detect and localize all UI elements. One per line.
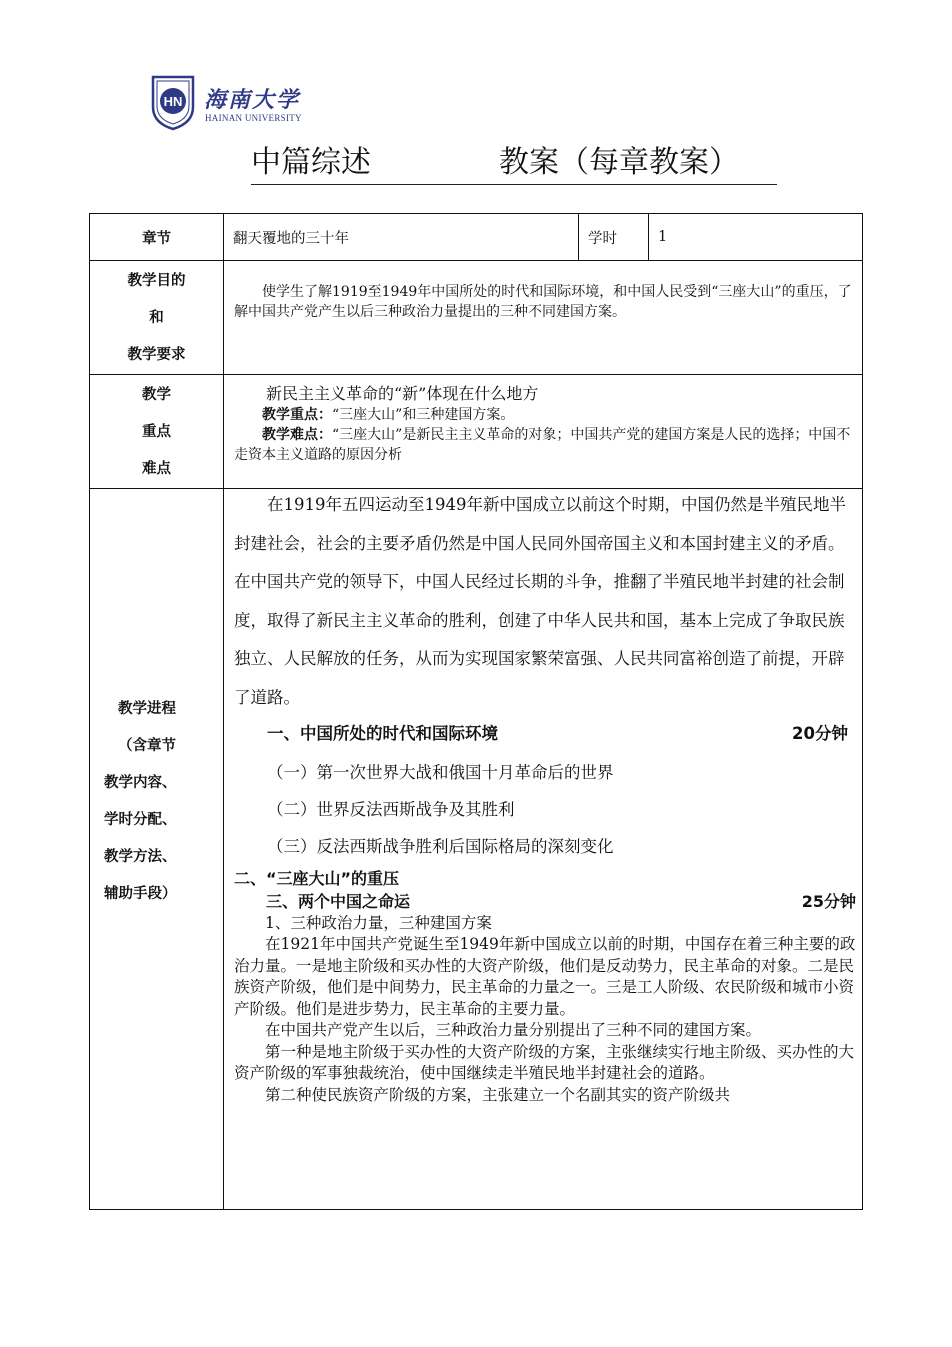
svg-text:HN: HN: [163, 94, 183, 109]
section3-heading: [234, 891, 856, 913]
chapter-value: 翻天覆地的三十年: [224, 214, 579, 261]
section3-title: 三、两个中国之命运: [266, 891, 411, 911]
process-label-line6: 辅助手段）: [104, 885, 177, 902]
chapter-label: 章节: [90, 214, 224, 261]
key-points-key: [234, 405, 856, 425]
section3-time: 25分钟: [801, 891, 856, 911]
objectives-label-line3: 教学要求: [127, 347, 186, 363]
objectives-label-line2: 和: [149, 310, 164, 326]
paragraph2: 在中国共产党产生以后，三种政治力量分别提出了三种不同的建国方案。: [265, 1021, 762, 1039]
title-part2: 教案（每章教案）: [499, 145, 739, 180]
objectives-row: [90, 261, 863, 375]
hours-value: 1: [649, 214, 863, 261]
subsection1: （一）第一次世界大战和俄国十月革命后的世界: [267, 762, 614, 782]
section2-title: 二、“三座大山”的重压: [234, 868, 400, 888]
title-part1: 中篇综述: [251, 145, 371, 180]
section1-heading: [234, 715, 856, 754]
key-points-label-line2: 重点: [142, 424, 171, 440]
process-label-line5: 教学方法、: [104, 848, 177, 865]
process-label-line2: （含章节: [118, 737, 176, 754]
key-points-label-line3: 难点: [142, 461, 171, 477]
key-points-key-text: “三座大山”和三种建国方案。: [332, 407, 515, 423]
page-title: [251, 142, 777, 185]
university-logo: [149, 73, 319, 133]
subsection3: （三）反法西斯战争胜利后国际格局的深刻变化: [267, 836, 614, 856]
process-intro: 在1919年五四运动至1949年新中国成立以前这个时期，中国仍然是半殖民地半封建社会，社会的主要矛盾仍然是中国人民同外国帝国主义和本国封建主义的矛盾。在中国共产党的领导下，中国人民经过长期的斗争，推翻了半殖民地半封建的社会制度，取得了新民主主义革命的胜利，创建了中华人民共和国，基本上完成了争取民族独立、人民解放的任务，从而为实现国家繁荣富强、人民共同富裕创造了前提，开辟了道路。: [234, 495, 846, 707]
objectives-text: 使学生了解1919至1949年中国所处的时代和国际环境，和中国人民受到“三座大山”的重压，了解中国共产党产生以后三种政治力量提出的三种不同建国方案。: [234, 284, 852, 320]
key-points-content: [224, 375, 863, 489]
logo-chinese-name: 海南大学: [204, 87, 301, 113]
objectives-label: [90, 261, 224, 375]
key-points-question: 新民主主义革命的“新”体现在什么地方: [266, 384, 539, 403]
objectives-label-line1: 教学目的: [127, 273, 186, 289]
key-points-label: [90, 375, 224, 489]
key-points-key-label: 教学重点：: [262, 407, 332, 423]
university-seal-icon: [149, 73, 197, 131]
process-content: [224, 489, 863, 1210]
subsection2: （二）世界反法西斯战争及其胜利: [267, 799, 515, 819]
objectives-content: [224, 261, 863, 375]
item1: 1、三种政治力量，三种建国方案: [265, 913, 492, 932]
paragraph1: 在1921年中国共产党诞生至1949年新中国成立以前的时期，中国存在着三种主要的政治力量。一是地主阶级和买办性的大资产阶级，他们是反动势力，民主革命的对象。二是民族资产阶级，他们是中间势力，民主革命的力量之一。三是工人阶级、农民阶级和城市小资产阶级。他们是进步势力，民主革命的主要力量。: [234, 935, 856, 1018]
process-label-line3: 教学内容、: [104, 774, 177, 791]
process-content-inner: [234, 489, 856, 1209]
process-row: [90, 489, 863, 1210]
section1-time: 20分钟: [792, 724, 848, 743]
key-points-diff-text: “三座大山”是新民主主义革命的对象；中国共产党的建国方案是人民的选择；中国不走资本主义道路的原因分析: [234, 427, 851, 463]
paragraph4: 第二种使民族资产阶级的方案，主张建立一个名副其实的资产阶级共: [265, 1085, 731, 1104]
paragraph3: 第一种是地主阶级于买办性的大资产阶级的方案，主张继续实行地主阶级、买办性的大资产阶级的军事独裁统治，使中国继续走半殖民地半封建社会的道路。: [234, 1042, 855, 1082]
process-label: [90, 489, 224, 1210]
lesson-plan-table: [89, 213, 863, 1210]
process-label-line4: 学时分配、: [104, 811, 177, 828]
key-points-row: [90, 375, 863, 489]
logo-english-name: HAINAN UNIVERSITY: [205, 113, 302, 123]
hours-label: 学时: [579, 214, 649, 261]
process-label-line1: 教学进程: [118, 700, 176, 717]
section1-title: 一、中国所处的时代和国际环境: [267, 724, 498, 743]
key-points-label-line1: 教学: [142, 387, 171, 403]
key-points-diff-label: 教学难点：: [262, 427, 332, 443]
key-points-difficulty: [234, 425, 856, 465]
chapter-row: [90, 214, 863, 261]
